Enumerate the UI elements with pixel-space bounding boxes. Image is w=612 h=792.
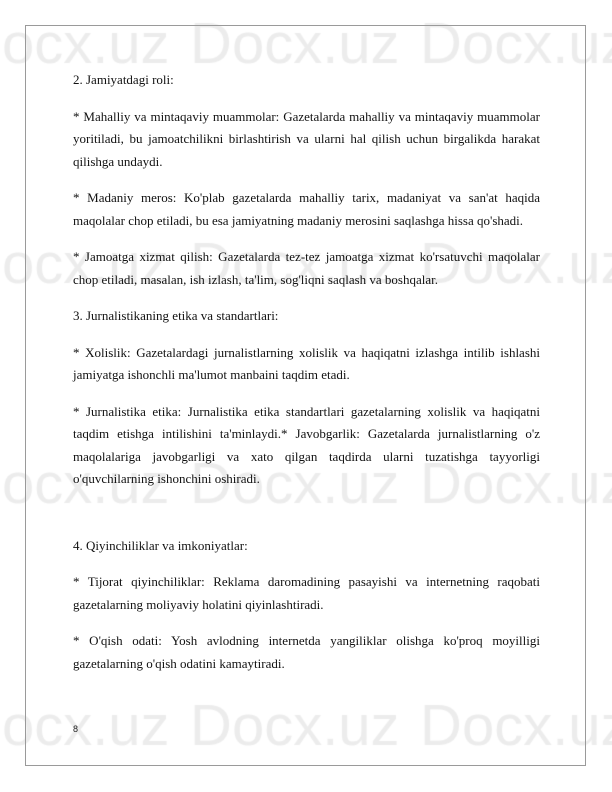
paragraph: * Tijorat qiyinchiliklar: Reklama daromadining pasayishi va internetning raqobati gazetalarning moliyaviy holatini qiyinlashtiradi. xyxy=(73,574,540,612)
section-heading: 3. Jurnalistikaning etika va standartlari: xyxy=(73,308,279,323)
paragraph: * O'qish odati: Yosh avlodning internetda yangiliklar olishga ko'proq moyilligi gazetalarning o'qish odatini kamaytiradi. xyxy=(73,633,540,671)
paragraph: * Madaniy meros: Ko'plab gazetalarda mahalliy tarix, madaniyat va san'at haqida maqolalar chop etiladi, bu esa jamiyatning madaniy merosini saqlashga hissa qo'shadi. xyxy=(73,190,540,228)
paragraph: * Xolislik: Gazetalardagi jurnalistlarning xolislik va haqiqatni izlashga intilib ishlashi jamiyatga ishonchli ma'lumot manbaini taqdim etadi. xyxy=(73,344,540,382)
paragraph: * Jurnalistika etika: Jurnalistika etika standartlari gazetalarning xolislik va haqiqatni taqdim etishga intilishini ta'minlaydi.* Javobgarlik: Gazetalarda jurnalistlarning o'z maqolalariga javobgarligi va xato qilgan taqdirda ularni tuzatishga tayyorligi o'quvchilarning ishonchini oshiradi. xyxy=(73,403,540,486)
section-heading: 4. Qiyinchiliklar va imkoniyatlar: xyxy=(73,537,248,553)
paragraph: * Jamoatga xizmat qilish: Gazetalarda tez-tez jamoatga xizmat ko'rsatuvchi maqolalar chop etiladi, masalan, ish izlash, ta'lim, sog'liqni saqlash va boshqalar. xyxy=(73,249,540,287)
section-heading: 2. Jamiyatdagi roli: xyxy=(73,72,174,87)
page-number: 8 xyxy=(73,724,79,734)
spacer xyxy=(73,505,540,535)
paragraph: * Mahalliy va mintaqaviy muammolar: Gazetalarda mahalliy va mintaqaviy muammolar yoritiladi, bu jamoatchilikni birlashtirish va ularni hal qilish uchun birgalikda harakat qilishga undaydi. xyxy=(73,108,540,169)
document-body xyxy=(73,69,540,689)
